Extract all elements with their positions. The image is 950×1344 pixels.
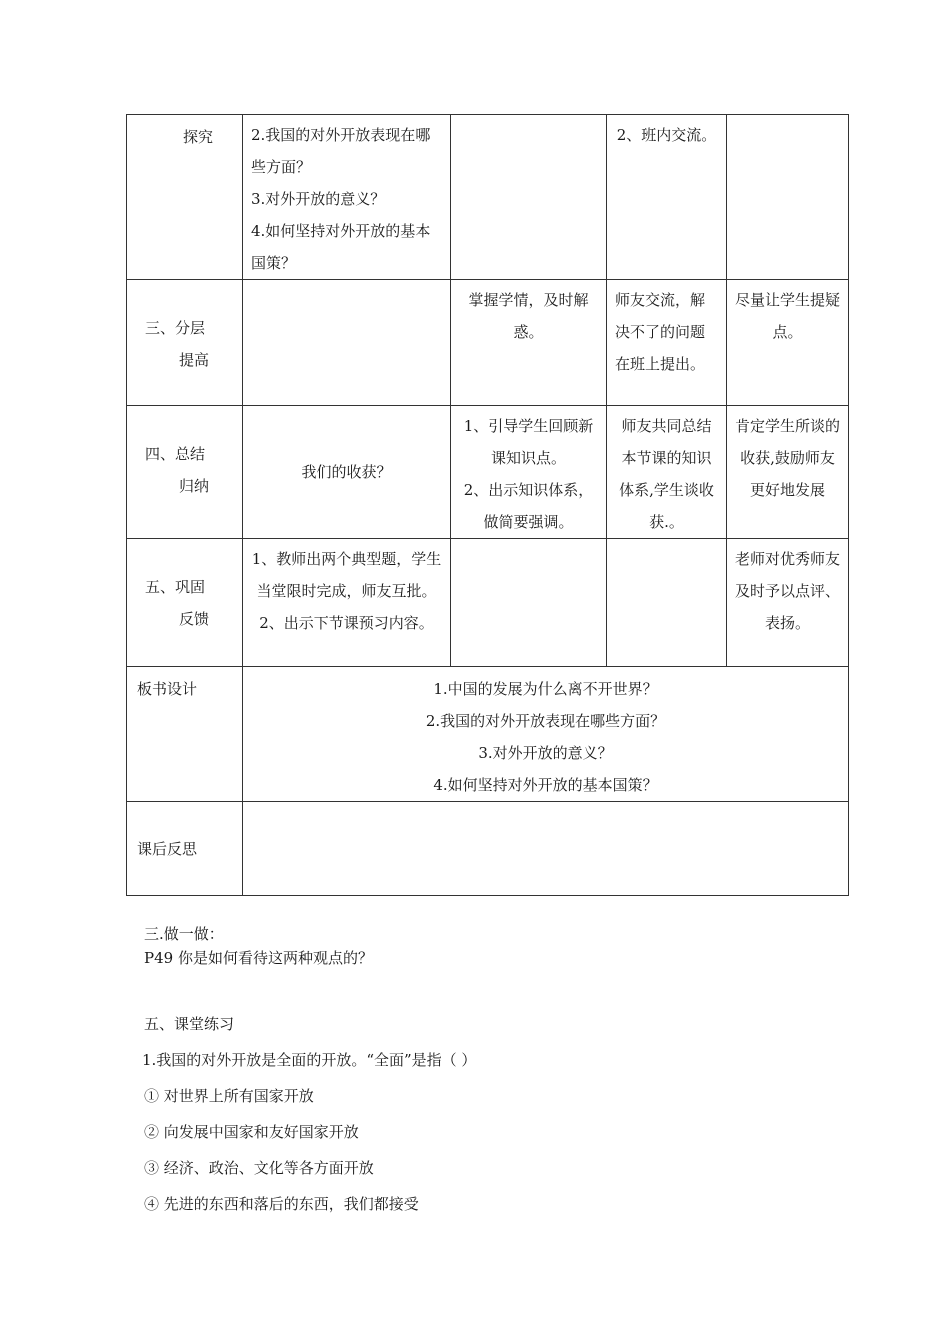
content-line: 4.如何坚持对外开放的基本国策？ [251, 222, 431, 272]
student-cell [607, 115, 727, 280]
intent-text: 老师对优秀师友及时予以点评、表扬。 [735, 550, 841, 632]
fansi-content-cell [243, 802, 849, 896]
intent-text: 肯定学生所谈的收获,鼓励师友更好地发展 [735, 417, 841, 499]
student-cell [607, 406, 727, 539]
section3-text: P49 你是如何看待这两种观点的？ [144, 949, 373, 967]
content-cell [243, 406, 451, 539]
teacher-cell [451, 115, 607, 280]
stage-cell [127, 539, 243, 667]
lesson-plan-table [126, 114, 849, 896]
table-row-fenceng [127, 280, 849, 406]
stage-label-line1: 五、巩固 [145, 578, 206, 596]
table-row-banshu [127, 667, 849, 802]
content-cell [243, 115, 451, 280]
stage-cell [127, 115, 243, 280]
fansi-label: 课后反思 [137, 839, 198, 858]
student-cell [607, 280, 727, 406]
exercise-option: ③ 经济、政治、文化等各方面开放 [144, 1159, 374, 1177]
intent-cell [727, 280, 849, 406]
banshu-line: 3.对外开放的意义？ [478, 744, 613, 762]
student-text: 2、班内交流。 [616, 126, 717, 144]
banshu-line: 4.如何坚持对外开放的基本国策？ [433, 776, 658, 794]
teacher-cell [451, 406, 607, 539]
table-row-zongjie [127, 406, 849, 539]
section5-heading: 五、课堂练习 [144, 1015, 235, 1033]
stage-label-line2: 反馈 [179, 610, 210, 628]
exercise-option: ④ 先进的东西和落后的东西，我们都接受 [144, 1195, 419, 1213]
label-cell [127, 667, 243, 802]
content-line: 3.对外开放的意义？ [251, 190, 386, 208]
intent-cell [727, 115, 849, 280]
banshu-line: 1.中国的发展为什么离不开世界？ [433, 680, 658, 698]
stage-cell [127, 280, 243, 406]
stage-label-line1: 四、总结 [145, 445, 206, 463]
table-row-tanjiu [127, 115, 849, 280]
exercise-option: ② 向发展中国家和友好国家开放 [144, 1123, 359, 1141]
banshu-content-cell [243, 667, 849, 802]
teacher-cell [451, 539, 607, 667]
stage-cell [127, 406, 243, 539]
table-row-fansi [127, 802, 849, 896]
stage-label-line1: 三、分层 [145, 319, 206, 337]
stage-label-line2: 归纳 [179, 477, 210, 495]
stage-label: 探究 [183, 128, 214, 146]
stage-label-line2: 提高 [179, 351, 210, 369]
section5 [144, 1006, 476, 1222]
intent-cell [727, 539, 849, 667]
teacher-text-1: 1、引导学生回顾新课知识点。 [463, 417, 594, 467]
content-line: 2.我国的对外开放表现在哪些方面？ [251, 126, 431, 176]
intent-cell [727, 406, 849, 539]
content-cell [243, 280, 451, 406]
student-text: 师友交流，解决不了的问题在班上提出。 [615, 291, 706, 373]
section3-heading: 三.做一做： [144, 925, 224, 943]
content-text: 我们的收获？ [301, 463, 392, 481]
banshu-label: 板书设计 [137, 680, 198, 698]
teacher-text: 掌握学情，及时解惑。 [468, 291, 589, 341]
intent-text: 尽量让学生提疑点。 [735, 291, 841, 341]
exercise-question: 1.我国的对外开放是全面的开放。“全面”是指（ ） [142, 1051, 477, 1069]
table-row-gonggu [127, 539, 849, 667]
teacher-text-2: 2、出示知识体系，做简要强调。 [463, 481, 594, 531]
teacher-cell [451, 280, 607, 406]
content-cell [243, 539, 451, 667]
student-cell [607, 539, 727, 667]
content-text: 1、教师出两个典型题，学生当堂限时完成，师友互批。2、出示下节课预习内容。 [251, 550, 442, 632]
banshu-line: 2.我国的对外开放表现在哪些方面？ [425, 712, 666, 730]
label-cell [127, 802, 243, 896]
student-text: 师友共同总结本节课的知识体系,学生谈收获.。 [619, 417, 714, 531]
section3 [144, 922, 373, 970]
exercise-option: ① 对世界上所有国家开放 [144, 1087, 314, 1105]
